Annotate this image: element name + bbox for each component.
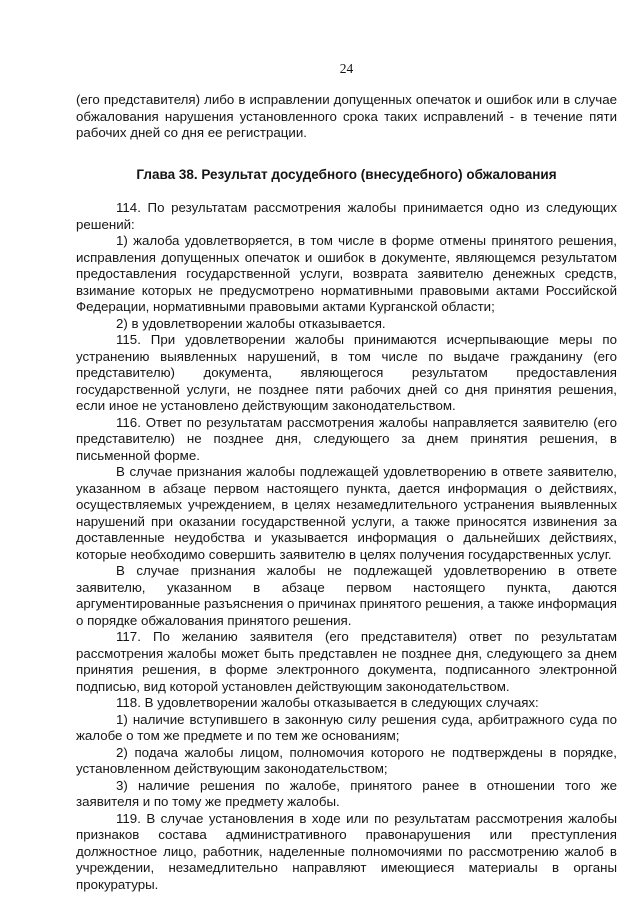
paragraph-114-item-2: 2) в удовлетворении жалобы отказывается. xyxy=(116,315,386,331)
paragraph-114-item-1: 1) жалоба удовлетворяется, в том числе в форме отмены принятого решения, исправления допущенных опечаток и ошибок в документе, являющемся результатом предоставления государственной услуги, возврата заявителю денежных средств, взимание которых не предусмотрено нормативными правовыми актами Российской Федерации, нормативными правовыми актами Курганской области; xyxy=(76,233,617,314)
paragraph-118-item-3: 3) наличие решения по жалобе, принятого ранее в отношении того же заявителя и по тому же предмету жалобы. xyxy=(76,777,617,809)
page-number: 24 xyxy=(339,61,354,76)
paragraph-118-item-1: 1) наличие вступившего в законную силу решения суда, арбитражного суда по жалобе о том же предмете и по тем же основаниям; xyxy=(76,711,617,743)
paragraph-114: 114. По результатам рассмотрения жалобы принимается одно из следующих решений: xyxy=(76,200,617,232)
paragraph-118-item-2: 2) подача жалобы лицом, полномочия которого не подтверждены в порядке, установленном действующим законодательством; xyxy=(76,744,617,776)
paragraph-117: 117. По желанию заявителя (его представителя) ответ по результатам рассмотрения жалобы может быть представлен не позднее дня, следующего за днем принятия решения, в форме электронного документа, подписанного электронной подписью, вид которой установлен действующим законодательством. xyxy=(76,629,617,694)
document-body xyxy=(76,92,617,893)
paragraph-118: 118. В удовлетворении жалобы отказывается в следующих случаях: xyxy=(116,695,539,710)
chapter-heading: Глава 38. Результат досудебного (внесудебного) обжалования xyxy=(136,166,557,182)
paragraph-116: 116. Ответ по результатам рассмотрения жалобы направляется заявителю (его представителю) не позднее дня, следующего за днем принятия решения, в письменной форме. xyxy=(76,414,617,463)
continuation-paragraph: (его представителя) либо в исправлении допущенных опечаток и ошибок или в случае обжалования нарушения установленного срока таких исправлений - в течение пяти рабочих дней со дня ее регистрации. xyxy=(76,92,617,140)
paragraph-116-rejected: В случае признания жалобы не подлежащей удовлетворению в ответе заявителю, указанном в абзаце первом настоящего пункта, даются аргументированные разъяснения о причинах принятого решения, а также информация о порядке обжалования принятого решения. xyxy=(76,563,617,628)
paragraph-119: 119. В случае установления в ходе или по результатам рассмотрения жалобы признаков состава административного правонарушения или преступления должностное лицо, работник, наделенные полномочиями по рассмотрению жалоб в учреждении, незамедлительно направляют имеющиеся материалы в органы прокуратуры. xyxy=(76,810,617,892)
paragraph-115: 115. При удовлетворении жалобы принимаются исчерпывающие меры по устранению выявленных нарушений, в том числе по выдаче гражданину (его представителю) документа, являющегося результатом предоставления государственной услуги, не позднее пяти рабочих дней со дня принятия решения, если иное не установлено действующим законодательством. xyxy=(76,332,617,413)
paragraph-116-satisfied: В случае признания жалобы подлежащей удовлетворению в ответе заявителю, указанном в абзаце первом настоящего пункта, дается информация о действиях, осуществляемых учреждением, в целях незамедлительного устранения выявленных нарушений при оказании государственной услуги, а также приносятся извинения за доставленные неудобства и указывается информация о дальнейших действиях, которые необходимо совершить заявителю в целях получения государственных услуг. xyxy=(76,464,617,562)
